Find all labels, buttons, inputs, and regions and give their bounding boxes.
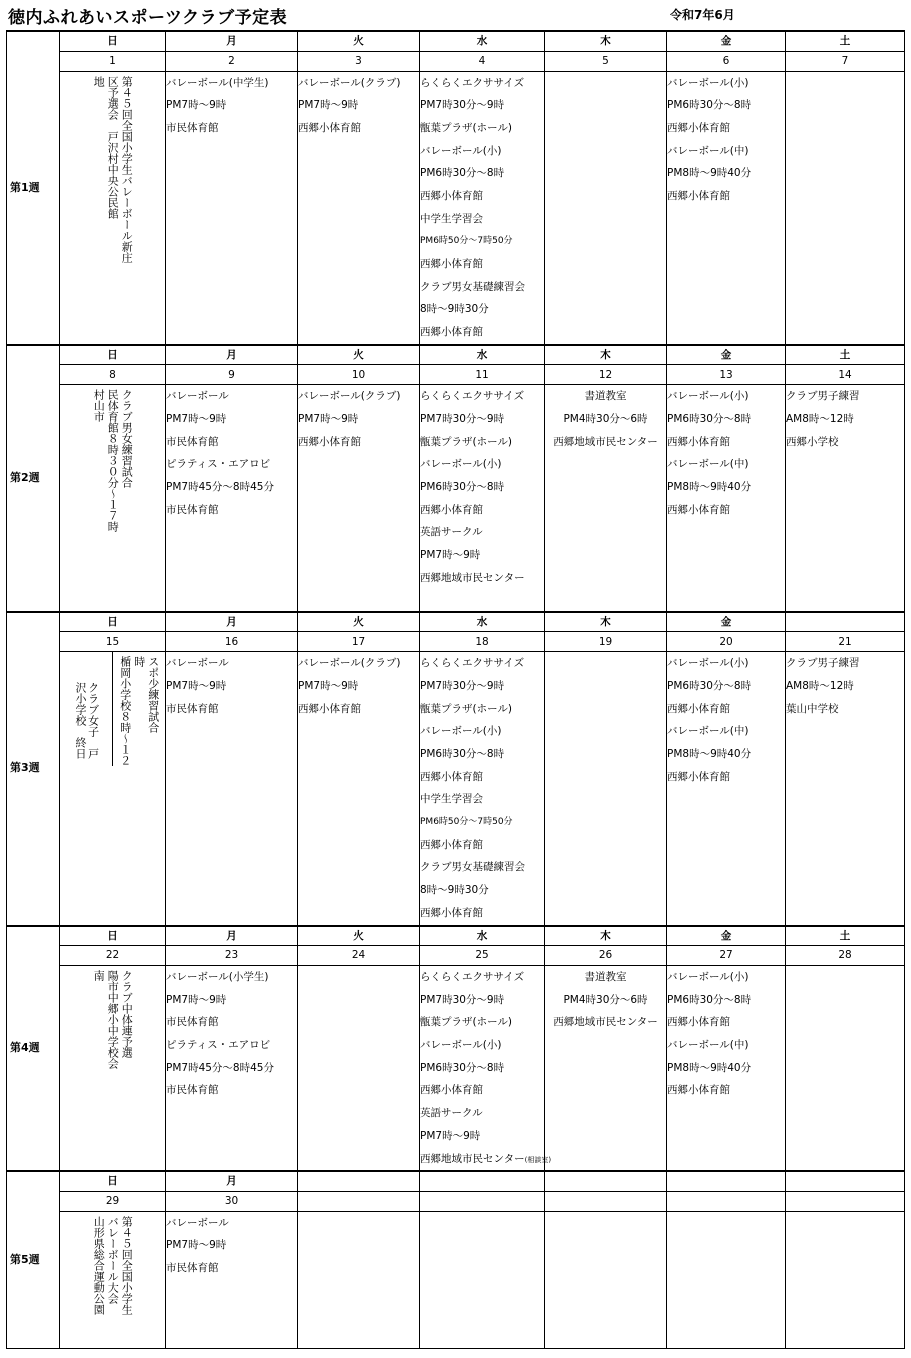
event-line: PM7時～9時 (298, 99, 359, 112)
event-line: 西郷地域市民センター (420, 571, 525, 584)
event-line: 西郷小体育館 (420, 838, 483, 851)
event-line: バレーボール(小) (420, 1039, 502, 1052)
event-line: PM4時30分～6時 (563, 412, 648, 425)
event-line: 甑葉プラザ(ホール) (420, 1016, 512, 1029)
weekday-cell: 月 (166, 926, 298, 946)
day-events-cell (420, 71, 545, 345)
date-cell: 6 (667, 51, 786, 71)
event-note: (相談室) (524, 1155, 552, 1164)
weekday-cell (545, 1171, 667, 1191)
event-line: 中学生学習会 (420, 212, 483, 225)
event-line: ピラティス・エアロビ (166, 1039, 271, 1052)
vertical-column (120, 389, 133, 488)
schedule-table (6, 30, 905, 1349)
weekday-cell: 木 (545, 926, 667, 946)
date-cell: 19 (545, 632, 667, 652)
vertical-text (60, 966, 165, 1069)
events-row (7, 652, 905, 926)
weekday-cell: 月 (166, 345, 298, 365)
event-line: PM7時～9時 (166, 1239, 227, 1252)
event-line: AM8時～12時 (786, 412, 854, 425)
vertical-text (60, 1212, 165, 1315)
vertical-text-run: 第４５回全国小学生バレーボール新庄 (120, 75, 134, 263)
event-line: 西郷小体育館 (667, 503, 730, 516)
weekday-cell: 水 (420, 345, 545, 365)
event-line: PM6時30分～8時 (667, 99, 752, 112)
event-line: 英語サークル (420, 526, 483, 539)
event-line: クラブ男女基礎練習会 (420, 280, 525, 293)
date-cell: 30 (166, 1191, 298, 1211)
date-cell: 28 (786, 946, 905, 966)
vertical-column (92, 970, 105, 981)
date-row (7, 365, 905, 385)
event-line: PM7時～9時 (420, 1129, 481, 1142)
vertical-column (106, 389, 119, 532)
date-cell: 27 (667, 946, 786, 966)
date-row (7, 1191, 905, 1211)
date-cell: 7 (786, 51, 905, 71)
event-line: 西郷小体育館 (420, 258, 483, 270)
weekday-cell: 木 (545, 345, 667, 365)
day-events-cell (298, 966, 420, 1172)
event-line: PM6時50分～7時50分 (420, 817, 513, 828)
vertical-text (60, 385, 165, 532)
day-events-cell (667, 1211, 786, 1348)
sunday-left-panel (60, 652, 112, 766)
vertical-text-run: バレーボール大会 (106, 1215, 120, 1304)
date-cell (298, 1191, 420, 1211)
day-events-cell (667, 385, 786, 612)
events-row (7, 71, 905, 345)
event-line: PM7時～9時 (166, 679, 227, 692)
event-line: PM7時30分～9時 (420, 993, 505, 1006)
day-events-cell (667, 71, 786, 345)
weekday-cell: 土 (786, 31, 905, 51)
event-line: バレーボール(クラブ) (298, 657, 401, 670)
date-cell: 21 (786, 632, 905, 652)
day-events-cell (420, 652, 545, 926)
date-cell (420, 1191, 545, 1211)
vertical-column (133, 656, 146, 667)
weekday-cell: 日 (60, 1171, 166, 1191)
event-line: バレーボール(小学生) (166, 971, 269, 983)
day-events-cell (166, 385, 298, 612)
weekday-cell: 月 (166, 612, 298, 632)
date-cell (786, 1191, 905, 1211)
event-line: 英語サークル (420, 1107, 483, 1120)
event-line: バレーボール(中学生) (166, 76, 269, 89)
vertical-text-run: クラブ男女練習試合 (120, 389, 134, 489)
weekday-header-row (7, 1171, 905, 1191)
day-events-cell (298, 385, 420, 612)
event-line: バレーボール(小) (420, 725, 502, 738)
event-line: らくらくエクササイズ (420, 76, 525, 89)
event-line: PM6時30分～8時 (420, 167, 505, 180)
event-line: バレーボール(小) (667, 390, 749, 403)
event-line: PM6時50分～7時50分 (420, 236, 513, 247)
weekday-cell: 木 (545, 612, 667, 632)
event-line: クラブ男女基礎練習会 (420, 861, 525, 874)
event-line: らくらくエクササイズ (420, 390, 525, 403)
vertical-column (106, 76, 119, 219)
day-events-cell (545, 652, 667, 926)
day-events-cell (166, 652, 298, 926)
weekday-cell: 日 (60, 345, 166, 365)
vertical-column (119, 656, 132, 766)
event-line: 西郷小体育館 (667, 770, 730, 783)
day-events-cell (420, 1211, 545, 1348)
weekday-cell: 火 (298, 612, 420, 632)
event-line: PM7時45分～8時45分 (166, 481, 274, 493)
sunday-events-cell (60, 1211, 166, 1348)
event-line: PM7時30分～9時 (420, 99, 505, 112)
event-line: 市民体育館 (166, 1262, 219, 1275)
event-line: 西郷小体育館 (667, 702, 730, 715)
date-cell: 5 (545, 51, 667, 71)
vertical-column (120, 1216, 133, 1315)
weekday-cell: 火 (298, 31, 420, 51)
date-cell: 17 (298, 632, 420, 652)
date-cell: 14 (786, 365, 905, 385)
event-line: バレーボール(クラブ) (298, 390, 401, 403)
event-line: 西郷小学校 (786, 435, 839, 448)
date-cell: 11 (420, 365, 545, 385)
date-cell: 16 (166, 632, 298, 652)
date-cell: 22 (60, 946, 166, 966)
weekday-cell (667, 1171, 786, 1191)
vertical-text-run: クラブ中体連予選 (120, 970, 134, 1058)
sunday-split (60, 652, 165, 766)
event-line: 西郷地域市民センター (553, 1016, 658, 1029)
event-line: 西郷小体育館 (298, 121, 361, 134)
day-events-cell (667, 966, 786, 1172)
date-cell: 4 (420, 51, 545, 71)
weekday-cell: 月 (166, 31, 298, 51)
day-events-cell (298, 1211, 420, 1348)
event-line: バレーボール (166, 390, 229, 403)
day-events-cell (545, 1211, 667, 1348)
weekday-cell: 金 (667, 926, 786, 946)
vertical-column (120, 970, 133, 1058)
event-line: バレーボール(小) (667, 657, 749, 670)
events-row (7, 1211, 905, 1348)
vertical-column (92, 389, 105, 422)
vertical-text (60, 72, 165, 263)
event-line: AM8時～12時 (786, 679, 854, 692)
date-cell: 10 (298, 365, 420, 385)
day-events-cell (298, 71, 420, 345)
event-line: 市民体育館 (166, 435, 219, 448)
event-line: PM7時～9時 (166, 99, 227, 112)
document-date: 令和7年6月 (670, 8, 735, 22)
event-line: らくらくエクササイズ (420, 971, 525, 983)
vertical-column (92, 76, 105, 87)
weekday-cell: 日 (60, 612, 166, 632)
weekday-cell: 土 (786, 926, 905, 946)
day-events-cell (786, 71, 905, 345)
event-line: 甑葉プラザ(ホール) (420, 121, 512, 134)
week-label: 第4週 (7, 926, 60, 1172)
date-cell: 24 (298, 946, 420, 966)
date-cell (545, 1191, 667, 1211)
day-events-cell (545, 385, 667, 612)
event-line: PM6時30分～8時 (420, 1061, 505, 1074)
vertical-column (106, 1216, 119, 1304)
vertical-text-run: 地 (92, 75, 106, 87)
sunday-right-panel (112, 652, 165, 766)
sunday-events-cell (60, 652, 166, 926)
sunday-events-cell (60, 71, 166, 345)
event-line: PM6時30分～8時 (420, 481, 505, 493)
date-cell: 20 (667, 632, 786, 652)
event-line: 西郷小体育館 (420, 189, 483, 202)
weekday-cell: 火 (298, 926, 420, 946)
weekday-header-row (7, 612, 905, 632)
vertical-text-run: 楯岡小学校８時～１２ (118, 656, 132, 767)
week-label: 第3週 (7, 612, 60, 926)
event-line: PM7時～9時 (166, 993, 227, 1006)
vertical-text-run: 第４５回全国小学生 (120, 1215, 134, 1315)
date-cell: 26 (545, 946, 667, 966)
date-cell: 12 (545, 365, 667, 385)
day-events-cell (545, 966, 667, 1172)
vertical-text-run: 区予選会 戸沢村中央公民館 (106, 75, 120, 219)
weekday-cell: 土 (786, 345, 905, 365)
event-line: PM8時～9時40分 (667, 748, 752, 760)
weekday-cell (786, 612, 905, 632)
event-line: バレーボール(小) (667, 971, 749, 983)
date-cell: 9 (166, 365, 298, 385)
weekday-cell: 日 (60, 31, 166, 51)
event-line: バレーボール(中) (667, 458, 749, 471)
event-line: 西郷小体育館 (420, 503, 483, 516)
event-line: PM6時30分～8時 (667, 412, 752, 425)
date-cell: 23 (166, 946, 298, 966)
event-line: 西郷小体育館 (667, 435, 730, 448)
event-line: ピラティス・エアロビ (166, 458, 271, 471)
event-line: 西郷小体育館 (420, 906, 483, 919)
vertical-text-run: クラブ女子 戸沢小学校 終日 (74, 682, 100, 760)
vertical-text-run: スポ少練習試合 (146, 656, 160, 734)
vertical-text-run: 山形県総合運動公園 (92, 1215, 106, 1315)
event-line: 8時～9時30分 (420, 303, 489, 316)
vertical-text-run: 陽市中郷小中学校会 (106, 970, 120, 1069)
weekday-cell (298, 1171, 420, 1191)
events-row (7, 966, 905, 1172)
event-line: バレーボール(小) (667, 76, 749, 89)
event-line: 西郷小体育館 (298, 702, 361, 715)
event-line: 市民体育館 (166, 1084, 219, 1097)
weekday-cell (420, 1171, 545, 1191)
vertical-column (106, 970, 119, 1069)
event-line: バレーボール (166, 657, 229, 670)
weekday-header-row (7, 926, 905, 946)
event-line: 西郷小体育館 (420, 770, 483, 783)
date-cell: 15 (60, 632, 166, 652)
event-line: PM7時～9時 (298, 679, 359, 692)
event-line: 市民体育館 (166, 121, 219, 134)
event-line: 葉山中学校 (786, 702, 839, 715)
vertical-text-run: 時 (132, 656, 146, 668)
sunday-events-cell (60, 966, 166, 1172)
day-events-cell (420, 966, 552, 1172)
weekday-cell: 木 (545, 31, 667, 51)
event-line: バレーボール(小) (420, 144, 502, 157)
vertical-text (113, 652, 165, 766)
event-line: 西郷小体育館 (298, 435, 361, 448)
event-line: PM7時45分～8時45分 (166, 1061, 274, 1074)
day-events-cell (545, 71, 667, 345)
event-line: 甑葉プラザ(ホール) (420, 435, 512, 448)
weekday-cell (786, 1171, 905, 1191)
weekday-cell: 水 (420, 926, 545, 946)
day-events-cell (166, 966, 298, 1172)
day-events-cell (166, 1211, 298, 1348)
weekday-cell: 日 (60, 926, 166, 946)
weekday-cell: 月 (166, 1171, 298, 1191)
event-line: PM8時～9時40分 (667, 167, 752, 180)
event-line: 西郷小体育館 (667, 189, 730, 202)
event-line: PM6時30分～8時 (667, 993, 752, 1006)
event-line: 西郷小体育館 (667, 1084, 730, 1097)
page-title: 徳内ふれあいスポーツクラブ予定表 (8, 8, 288, 28)
date-row (7, 632, 905, 652)
date-cell: 18 (420, 632, 545, 652)
vertical-column (120, 76, 133, 263)
date-cell: 29 (60, 1191, 166, 1211)
event-line: 西郷地域市民センター (553, 435, 658, 448)
day-events-cell (166, 71, 298, 345)
event-line: らくらくエクササイズ (420, 657, 525, 670)
date-cell (667, 1191, 786, 1211)
weekday-cell: 水 (420, 31, 545, 51)
event-line: クラブ男子練習 (786, 657, 860, 670)
event-line: バレーボール(クラブ) (298, 76, 401, 89)
weekday-header-row (7, 31, 905, 51)
vertical-text-run: 南 (92, 970, 106, 981)
date-cell: 1 (60, 51, 166, 71)
event-line: PM7時30分～9時 (420, 412, 505, 425)
event-line: バレーボール (166, 1216, 229, 1229)
day-events-cell (786, 1211, 905, 1348)
weekday-cell: 金 (667, 345, 786, 365)
event-line: PM8時～9時40分 (667, 481, 752, 493)
event-line: バレーボール(中) (667, 144, 749, 157)
vertical-text-run: 村山市 (92, 389, 106, 423)
vertical-column (92, 1216, 105, 1315)
event-line: PM8時～9時40分 (667, 1061, 752, 1074)
vertical-column (147, 656, 160, 733)
event-line: 西郷小体育館 (667, 121, 730, 134)
event-line: 書道教室 (584, 971, 627, 983)
week-label: 第1週 (7, 31, 60, 345)
event-line: PM4時30分～6時 (563, 993, 648, 1006)
date-cell: 13 (667, 365, 786, 385)
event-line: バレーボール(中) (667, 725, 749, 738)
day-events-cell (786, 966, 905, 1172)
event-line: PM6時30分～8時 (420, 748, 505, 760)
event-line: 市民体育館 (166, 503, 219, 516)
weekday-cell: 水 (420, 612, 545, 632)
event-line: PM7時～9時 (166, 412, 227, 425)
event-line: バレーボール(中) (667, 1039, 749, 1052)
event-line: PM7時～9時 (420, 549, 481, 562)
vertical-text-run: 民体育館８時３０分～１７時 (106, 389, 120, 533)
day-events-cell (786, 652, 905, 926)
weekday-cell: 金 (667, 612, 786, 632)
weekday-cell: 金 (667, 31, 786, 51)
event-line: 西郷小体育館 (420, 1084, 483, 1097)
date-cell: 3 (298, 51, 420, 71)
event-line: PM6時30分～8時 (667, 679, 752, 692)
event-line: 西郷小体育館 (667, 1016, 730, 1029)
event-line: 西郷小体育館 (420, 326, 483, 339)
event-line: 中学生学習会 (420, 793, 483, 806)
event-line: 甑葉プラザ(ホール) (420, 702, 512, 715)
day-events-cell (667, 652, 786, 926)
date-row (7, 51, 905, 71)
event-line: クラブ男子練習 (786, 390, 860, 403)
date-cell: 2 (166, 51, 298, 71)
event-line: 書道教室 (584, 390, 627, 403)
event-line: PM7時～9時 (298, 412, 359, 425)
event-line: 市民体育館 (166, 702, 219, 715)
day-events-cell (786, 385, 905, 612)
date-row (7, 946, 905, 966)
date-cell: 8 (60, 365, 166, 385)
event-line: 西郷地域市民センター(相談室) (420, 1152, 552, 1165)
sunday-events-cell (60, 385, 166, 612)
event-line: 8時～9時30分 (420, 884, 489, 897)
day-events-cell (298, 652, 420, 926)
day-events-cell (420, 385, 545, 612)
event-line: バレーボール(小) (420, 458, 502, 471)
events-row (7, 385, 905, 612)
event-line: 市民体育館 (166, 1016, 219, 1029)
event-line: PM7時30分～9時 (420, 679, 505, 692)
date-cell: 25 (420, 946, 545, 966)
weekday-cell: 火 (298, 345, 420, 365)
weekday-header-row (7, 345, 905, 365)
week-label: 第5週 (7, 1171, 60, 1348)
week-label: 第2週 (7, 345, 60, 612)
